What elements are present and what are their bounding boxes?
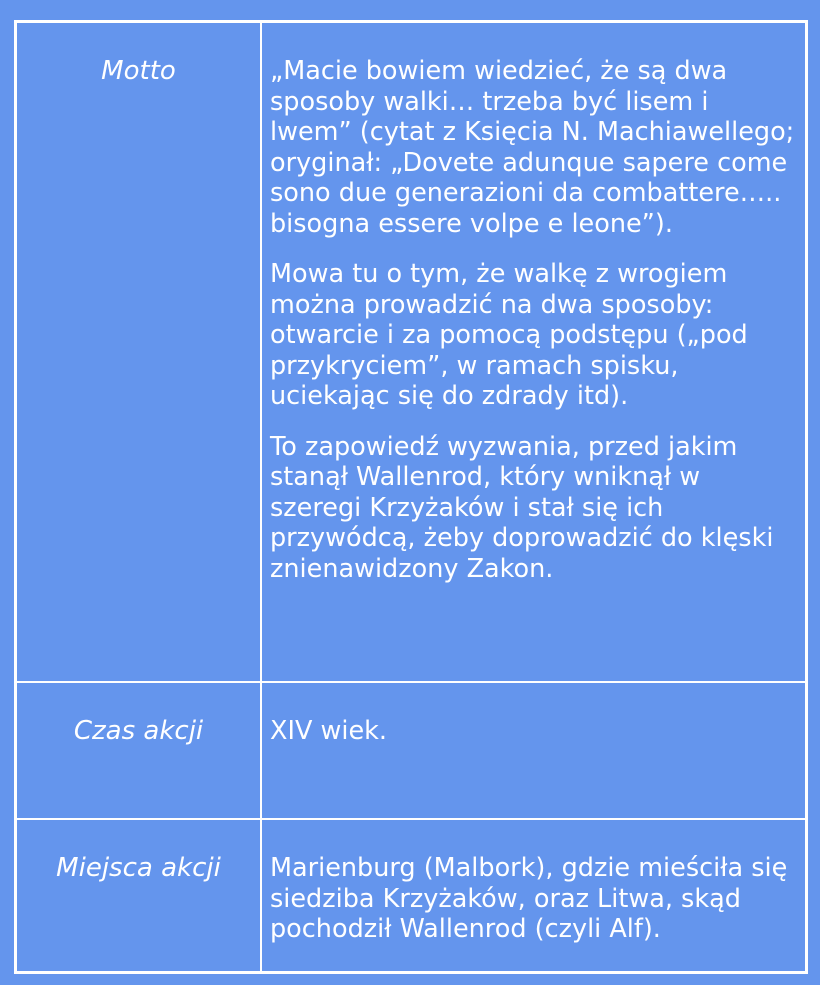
table-row-motto	[16, 22, 806, 682]
row-value-time	[261, 682, 806, 819]
row-value-place	[261, 819, 806, 972]
row-label-time: Czas akcji	[16, 682, 261, 819]
info-table	[14, 20, 808, 974]
info-table-grid	[16, 22, 806, 972]
table-row-place	[16, 819, 806, 972]
motto-paragraph-1: „Macie bowiem wiedzieć, że są dwa sposoby walki… trzeba być lisem i lwem” (cytat z Księcia N. Machiawellego; oryginał: „Dovete adunque sapere come sono due generazioni da combattere….. bisogna essere volpe e leone”).	[270, 56, 795, 239]
motto-paragraph-3: To zapowiedź wyzwania, przed jakim stanął Wallenrod, który wniknął w szeregi Krzyżaków i stał się ich przywódcą, żeby doprowadzić do klęski znienawidzony Zakon.	[270, 431, 774, 584]
table-row-time	[16, 682, 806, 819]
row-value-motto	[261, 22, 806, 682]
place-paragraph-1: Marienburg (Malbork), gdzie mieściła się siedziba Krzyżaków, oraz Litwa, skąd pochodził Wallenrod (czyli Alf).	[270, 853, 788, 944]
row-label-motto: Motto	[16, 22, 261, 682]
row-label-place: Miejsca akcji	[16, 819, 261, 972]
motto-paragraph-2: Mowa tu o tym, że walkę z wrogiem można prowadzić na dwa sposoby: otwarcie i za pomocą podstępu („pod przykryciem”, w ramach spisku, uciekając się do zdrady itd).	[270, 259, 748, 411]
time-paragraph-1: XIV wiek.	[270, 716, 388, 746]
